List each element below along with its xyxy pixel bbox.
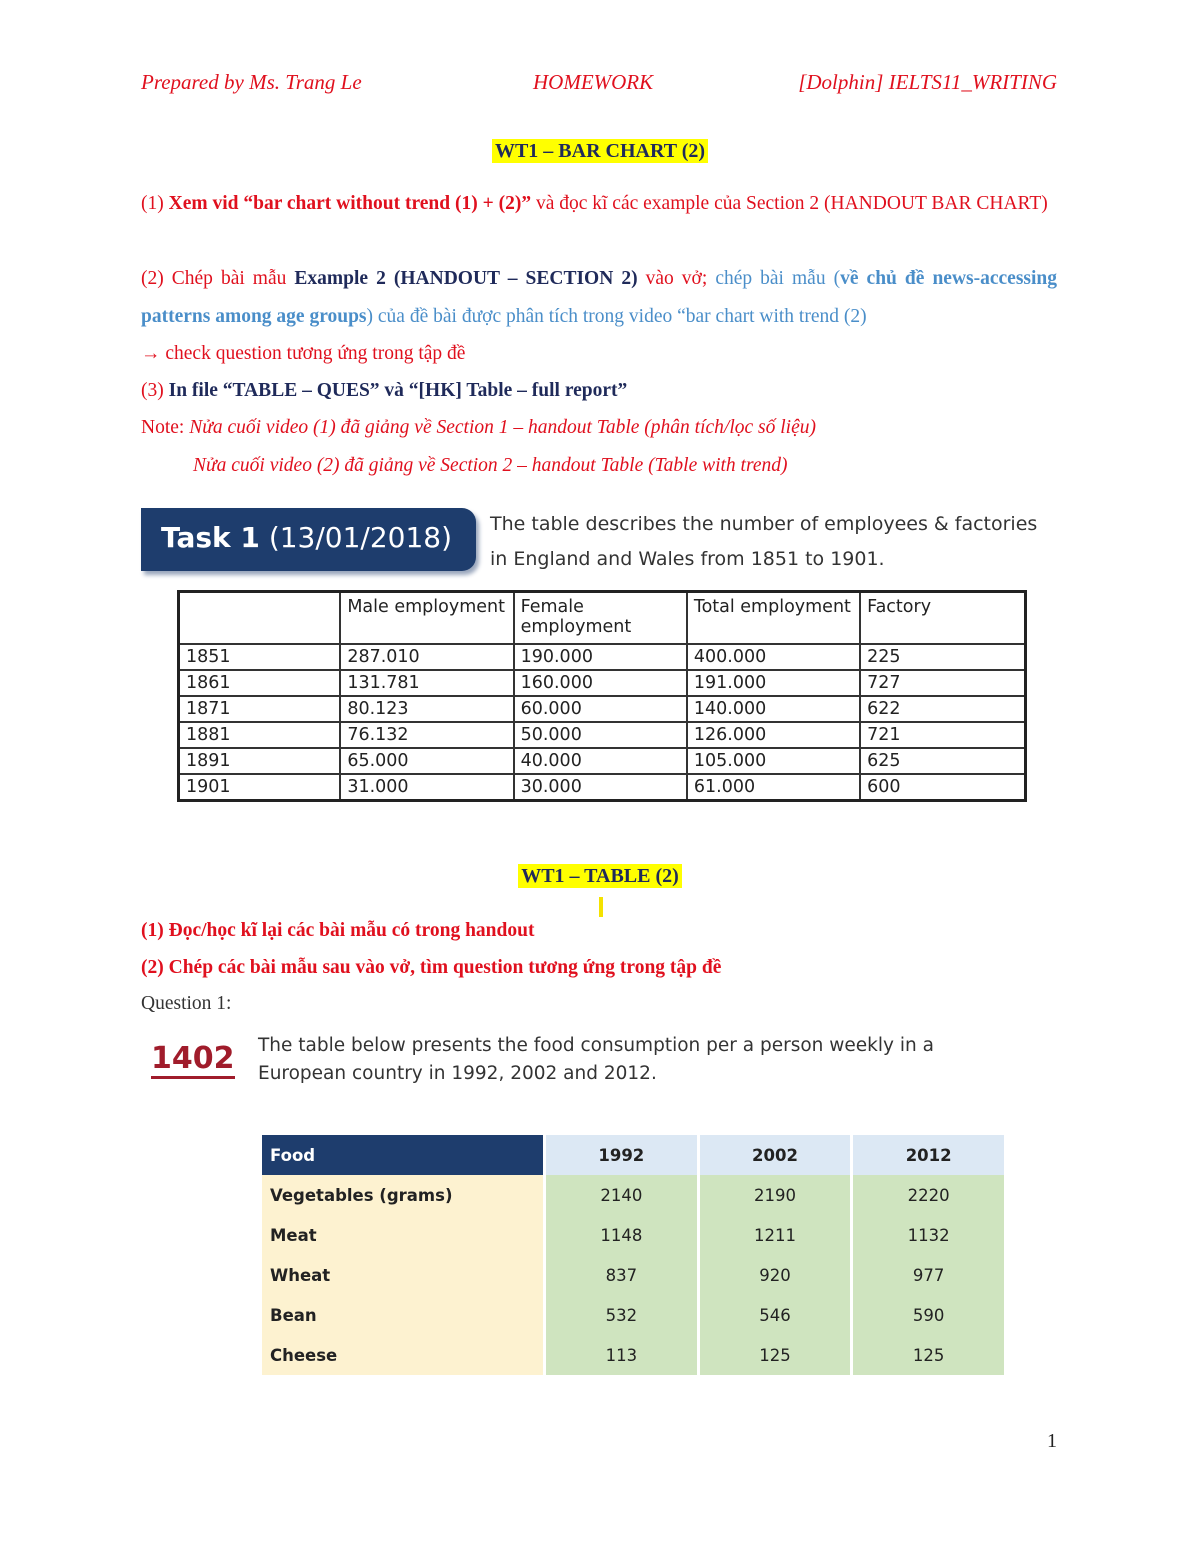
food-table-header: [262, 1135, 1004, 1175]
employment-header-cell: Total employment: [687, 592, 860, 645]
table-row: [179, 748, 1026, 774]
food-header-cell: 1992: [546, 1135, 697, 1175]
table-cell: 287.010: [340, 644, 513, 670]
table-cell: 977: [853, 1255, 1004, 1295]
table-cell: 546: [700, 1295, 851, 1335]
table-cell: 1881: [179, 722, 341, 748]
question-description: The table below presents the food consumption per a person weekly in a European country in 1992, 2002 and 2012.: [258, 1035, 934, 1084]
table-cell: 160.000: [514, 670, 687, 696]
table-cell: 590: [853, 1295, 1004, 1335]
table-instruction-2: (2) Chép các bài mẫu sau vào vở, tìm question tương ứng trong tập đề: [141, 957, 722, 978]
task-description: The table describes the number of employees & factories in England and Wales from 1851 to 1901.: [490, 513, 1038, 570]
table-cell: 721: [860, 722, 1025, 748]
header-homework: HOMEWORK: [533, 70, 654, 94]
table-row: [262, 1295, 1004, 1335]
table-cell: Bean: [262, 1295, 543, 1335]
table-cell: 105.000: [687, 748, 860, 774]
instruction-2: (2) Chép bài mẫu Example 2 (HANDOUT – SECTION 2) vào vở; chép bài mẫu (về chủ đề news-accessing patterns among age groups) của đề bài được phân tích trong video “bar chart with trend (2) → check question tương ứng trong tập đề: [141, 268, 1058, 364]
table-cell: 2140: [546, 1175, 697, 1215]
table-cell: 600: [860, 774, 1025, 801]
table-cell: 1901: [179, 774, 341, 801]
food-header-cell: 2002: [700, 1135, 851, 1175]
table-cell: 50.000: [514, 722, 687, 748]
table-cell: 622: [860, 696, 1025, 722]
table-cell: 30.000: [514, 774, 687, 801]
note-line-2: Nửa cuối video (2) đã giảng về Section 2 – handout Table (Table with trend): [193, 455, 788, 476]
table-instruction-1: (1) Đọc/học kĩ lại các bài mẫu có trong handout: [141, 920, 535, 941]
table-cell: 40.000: [514, 748, 687, 774]
table-cell: 140.000: [687, 696, 860, 722]
table-cell: 113: [546, 1335, 697, 1375]
table-cell: 125: [700, 1335, 851, 1375]
note-line-1: Note: Nửa cuối video (1) đã giảng về Section 1 – handout Table (phân tích/lọc số liệu): [141, 417, 816, 438]
table-cell: 131.781: [340, 670, 513, 696]
table-row: [262, 1215, 1004, 1255]
table-cell: 1861: [179, 670, 341, 696]
table-cell: 225: [860, 644, 1025, 670]
employment-header-cell: [179, 592, 341, 645]
table-cell: Wheat: [262, 1255, 543, 1295]
table-cell: 1851: [179, 644, 341, 670]
table-cell: 125: [853, 1335, 1004, 1375]
employment-header-cell: Male employment: [340, 592, 513, 645]
instruction-3: (3) In file “TABLE – QUES” và “[HK] Table – full report”: [141, 380, 628, 401]
table-row: [179, 696, 1026, 722]
header-author: Prepared by Ms. Trang Le: [141, 70, 362, 94]
table-cell: Vegetables (grams): [262, 1175, 543, 1215]
table-cell: 126.000: [687, 722, 860, 748]
table-cell: 31.000: [340, 774, 513, 801]
table-cell: 625: [860, 748, 1025, 774]
table-cell: 1148: [546, 1215, 697, 1255]
table-cell: 727: [860, 670, 1025, 696]
table-cell: 190.000: [514, 644, 687, 670]
table-cell: 60.000: [514, 696, 687, 722]
instruction-1: (1) Xem vid “bar chart without trend (1) + (2)” và đọc kĩ các example của Section 2 (HANDOUT BAR CHART): [141, 193, 1048, 214]
table-cell: 837: [546, 1255, 697, 1295]
table-cell: Cheese: [262, 1335, 543, 1375]
table-cell: 400.000: [687, 644, 860, 670]
table-cell: 76.132: [340, 722, 513, 748]
table-cell: 920: [700, 1255, 851, 1295]
employment-table-header: [179, 592, 1026, 645]
table-cell: 191.000: [687, 670, 860, 696]
employment-table: [177, 590, 1027, 802]
table-row: [262, 1335, 1004, 1375]
food-header-cell: Food: [262, 1135, 543, 1175]
table-cell: 65.000: [340, 748, 513, 774]
task-banner: Task 1 (13/01/2018): [141, 508, 476, 571]
employment-header-cell: Factory: [860, 592, 1025, 645]
table-cell: 1871: [179, 696, 341, 722]
table-cell: 61.000: [687, 774, 860, 801]
section-title-table: WT1 – TABLE (2): [0, 865, 1200, 888]
table-cell: 532: [546, 1295, 697, 1335]
food-table: [259, 1135, 1007, 1375]
section-title-bar-chart: WT1 – BAR CHART (2): [0, 140, 1200, 163]
table-row: [179, 670, 1026, 696]
table-row: [262, 1175, 1004, 1215]
question-label: Question 1:: [141, 993, 232, 1014]
table-cell: 80.123: [340, 696, 513, 722]
arrow-check-line: → check question tương ứng trong tập đề: [141, 343, 466, 364]
table-row: [262, 1255, 1004, 1295]
table-cell: 1211: [700, 1215, 851, 1255]
table-cell: 1891: [179, 748, 341, 774]
employment-header-cell: Female employment: [514, 592, 687, 645]
food-header-cell: 2012: [853, 1135, 1004, 1175]
question-code: 1402: [151, 1042, 235, 1079]
header-course: [Dolphin] IELTS11_WRITING: [798, 70, 1057, 94]
table-row: [179, 644, 1026, 670]
table-cell: 2190: [700, 1175, 851, 1215]
page-header: [141, 70, 1057, 102]
page-number: 1: [1047, 1430, 1057, 1452]
table-cell: 1132: [853, 1215, 1004, 1255]
table-cell: 2220: [853, 1175, 1004, 1215]
table-row: [179, 722, 1026, 748]
table-cell: Meat: [262, 1215, 543, 1255]
table-row: [179, 774, 1026, 801]
